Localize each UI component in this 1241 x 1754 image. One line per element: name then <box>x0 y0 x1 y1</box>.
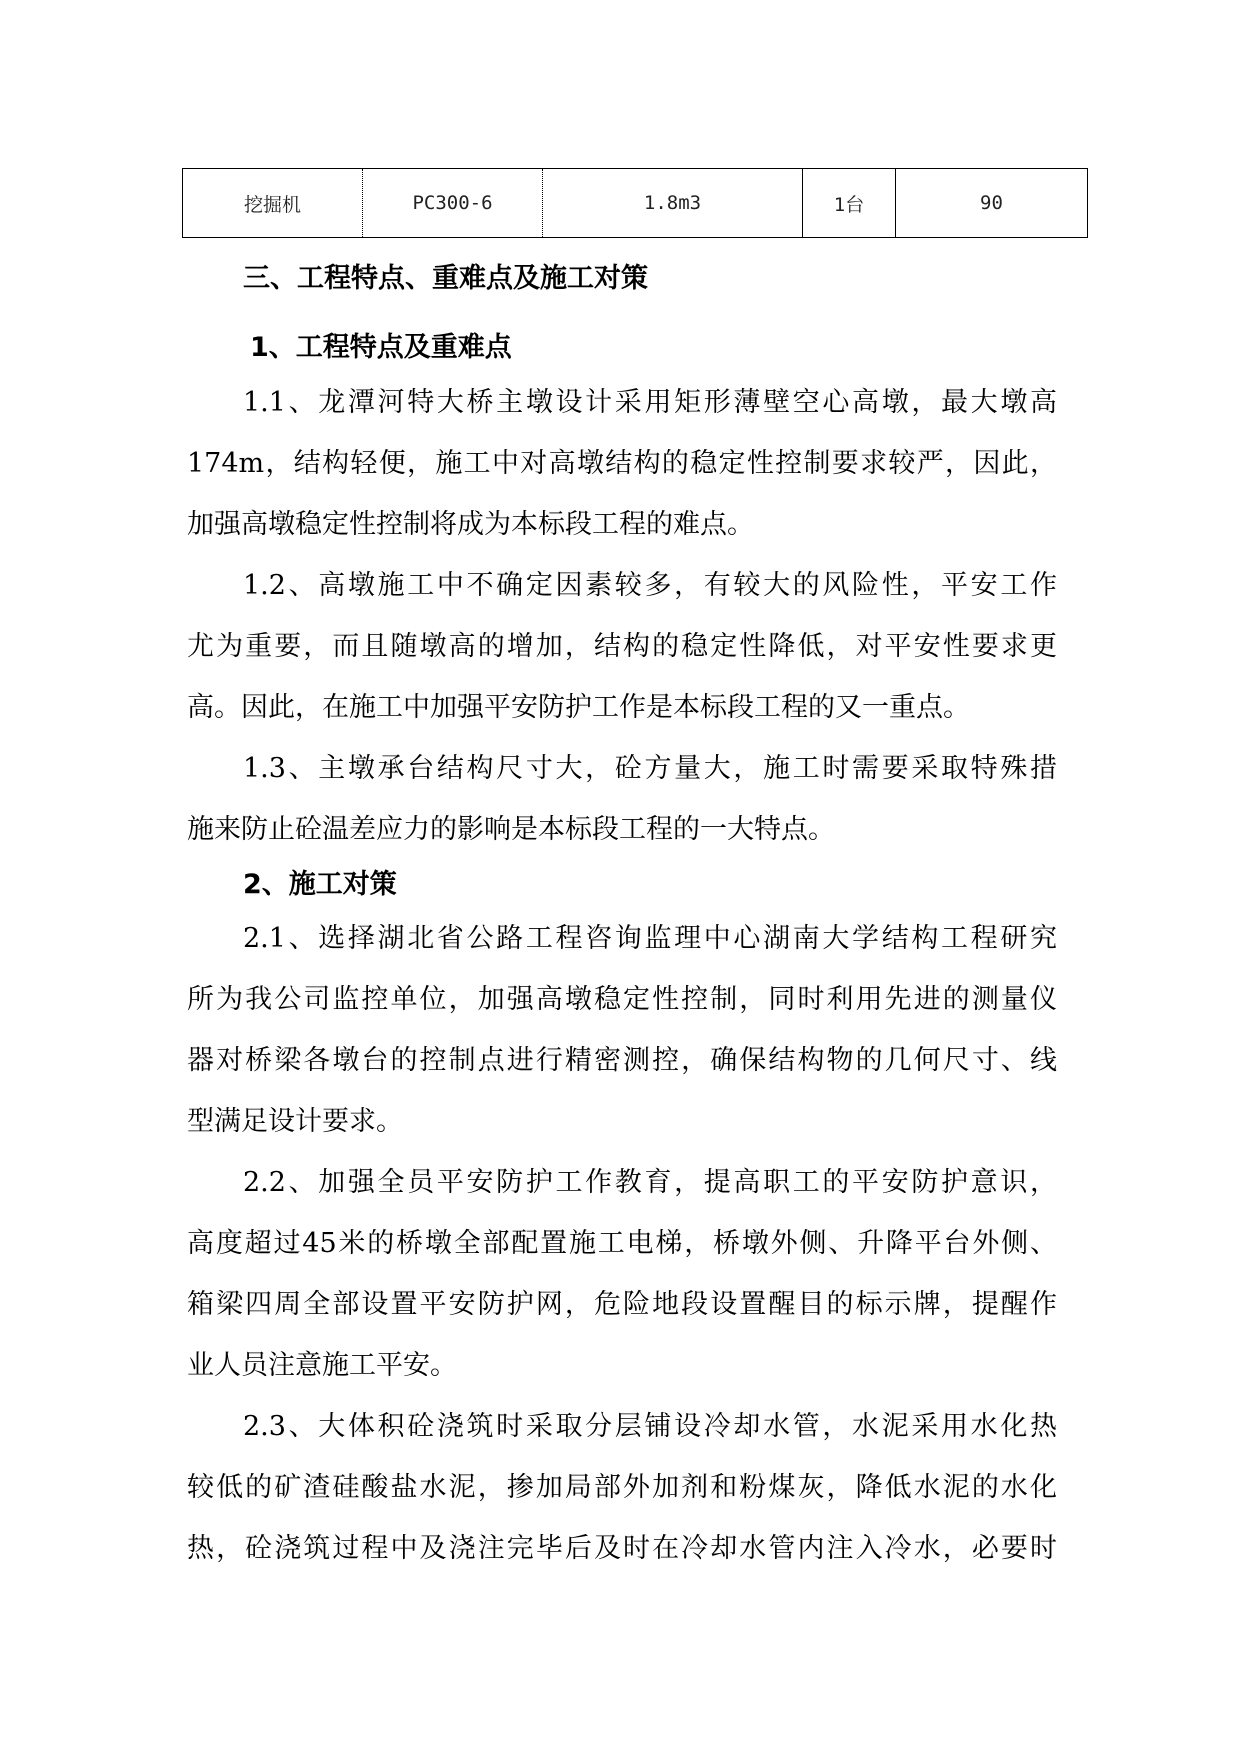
paragraph-line: 尤为重要，而且随墩高的增加，结构的稳定性降低，对平安性要求更 <box>187 631 1057 662</box>
equipment-capacity-cell: 1.8m3 <box>543 169 803 238</box>
paragraph-2-2 <box>187 1152 1057 1396</box>
paragraph-line: 器对桥梁各墩台的控制点进行精密测控，确保结构物的几何尺寸、线 <box>187 1045 1057 1076</box>
paragraph-1-2 <box>187 555 1057 738</box>
paragraph-line: 加强高墩稳定性控制将成为本标段工程的难点。 <box>187 509 754 540</box>
equipment-model-cell: PC300-6 <box>363 169 543 238</box>
subsection-title-2: 2、施工对策 <box>243 869 397 900</box>
paragraph-2-3 <box>187 1396 1057 1579</box>
paragraph-line: 业人员注意施工平安。 <box>187 1350 457 1381</box>
equipment-quantity-cell: 1台 <box>803 169 896 238</box>
paragraph-line: 1.1、龙潭河特大桥主墩设计采用矩形薄壁空心高墩，最大墩高 <box>243 387 1057 418</box>
paragraph-line: 174m，结构轻便，施工中对高墩结构的稳定性控制要求较严，因此， <box>187 448 1057 479</box>
equipment-table <box>182 168 1088 238</box>
paragraph-line: 2.1、选择湖北省公路工程咨询监理中心湖南大学结构工程研究 <box>243 923 1057 954</box>
paragraph-1-3 <box>187 738 1057 860</box>
paragraph-2-1 <box>187 908 1057 1152</box>
table-row <box>183 169 1088 238</box>
paragraph-line: 较低的矿渣硅酸盐水泥，掺加局部外加剂和粉煤灰，降低水泥的水化 <box>187 1472 1057 1503</box>
paragraph-line: 2.2、加强全员平安防护工作教育，提高职工的平安防护意识， <box>243 1167 1057 1198</box>
paragraph-line: 箱梁四周全部设置平安防护网，危险地段设置醒目的标示牌，提醒作 <box>187 1289 1057 1320</box>
equipment-value-cell: 90 <box>896 169 1088 238</box>
paragraph-line: 热，砼浇筑过程中及浇注完毕后及时在冷却水管内注入冷水，必要时 <box>187 1533 1057 1564</box>
equipment-name-cell: 挖掘机 <box>183 169 363 238</box>
paragraph-line: 2.3、大体积砼浇筑时采取分层铺设冷却水管，水泥采用水化热 <box>243 1411 1057 1442</box>
paragraph-line: 型满足设计要求。 <box>187 1106 403 1137</box>
section-title: 三、工程特点、重难点及施工对策 <box>243 263 648 294</box>
paragraph-line: 高。因此，在施工中加强平安防护工作是本标段工程的又一重点。 <box>187 692 970 723</box>
paragraph-1-1 <box>187 372 1057 555</box>
paragraph-line: 1.2、高墩施工中不确定因素较多，有较大的风险性，平安工作 <box>243 570 1057 601</box>
paragraph-line: 1.3、主墩承台结构尺寸大，砼方量大，施工时需要采取特殊措 <box>243 753 1057 784</box>
paragraph-line: 高度超过45米的桥墩全部配置施工电梯，桥墩外侧、升降平台外侧、 <box>187 1228 1057 1259</box>
paragraph-line: 施来防止砼温差应力的影响是本标段工程的一大特点。 <box>187 814 835 845</box>
paragraph-line: 所为我公司监控单位，加强高墩稳定性控制，同时利用先进的测量仪 <box>187 984 1057 1015</box>
subsection-title-1: 1、工程特点及重难点 <box>250 332 512 363</box>
